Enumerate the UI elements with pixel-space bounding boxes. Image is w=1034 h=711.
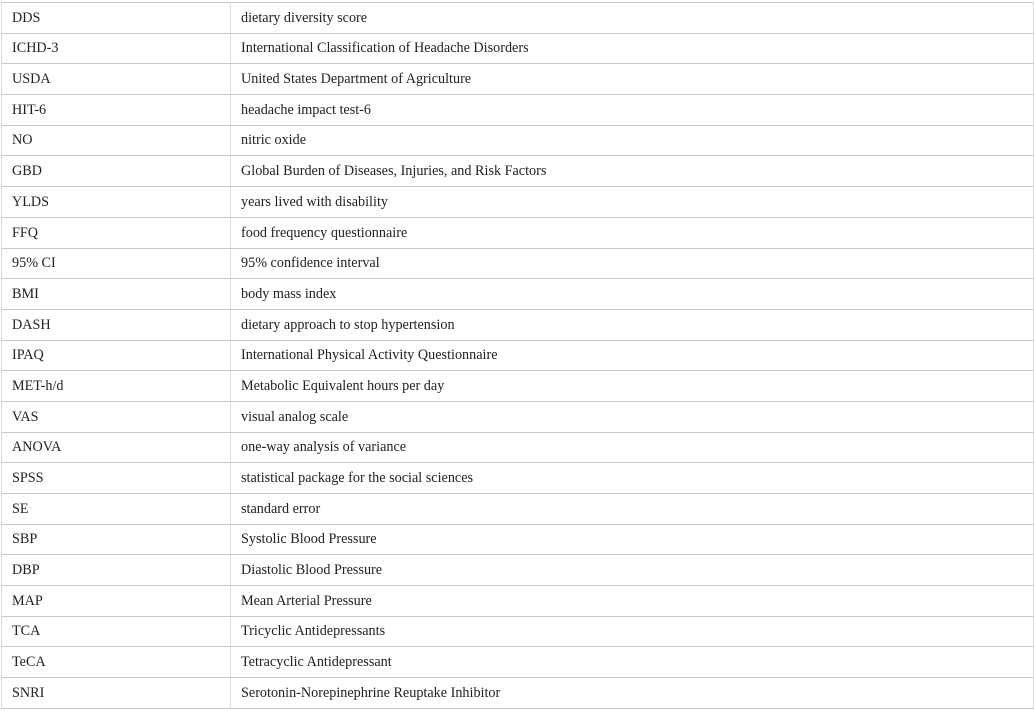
abbreviations-table [1,2,1034,709]
abbreviation-cell: DBP [2,555,231,586]
table-row [2,678,1034,709]
table-row [2,647,1034,678]
abbreviation-cell: SPSS [2,463,231,494]
table-row [2,33,1034,64]
table-row [2,95,1034,126]
definition-cell: Mean Arterial Pressure [231,586,1034,617]
definition-cell: body mass index [231,279,1034,310]
definition-cell: Metabolic Equivalent hours per day [231,371,1034,402]
abbreviation-cell: 95% CI [2,248,231,279]
table-row [2,248,1034,279]
definition-cell: International Physical Activity Questionnaire [231,340,1034,371]
abbreviation-cell: DDS [2,3,231,34]
table-row [2,309,1034,340]
abbreviation-cell: DASH [2,309,231,340]
definition-cell: 95% confidence interval [231,248,1034,279]
abbreviation-cell: NO [2,125,231,156]
table-row [2,616,1034,647]
table-row [2,279,1034,310]
definition-cell: visual analog scale [231,401,1034,432]
abbreviation-cell: GBD [2,156,231,187]
abbreviations-table-body [2,3,1034,709]
table-row [2,187,1034,218]
definition-cell: United States Department of Agriculture [231,64,1034,95]
definition-cell: one-way analysis of variance [231,432,1034,463]
abbreviation-cell: TCA [2,616,231,647]
abbreviation-cell: SNRI [2,678,231,709]
abbreviation-cell: MET-h/d [2,371,231,402]
table-row [2,401,1034,432]
abbreviation-cell: SBP [2,524,231,555]
table-row [2,340,1034,371]
abbreviation-cell: BMI [2,279,231,310]
definition-cell: Tetracyclic Antidepressant [231,647,1034,678]
definition-cell: Diastolic Blood Pressure [231,555,1034,586]
definition-cell: Global Burden of Diseases, Injuries, and Risk Factors [231,156,1034,187]
abbreviation-cell: VAS [2,401,231,432]
table-row [2,524,1034,555]
abbreviation-cell: ICHD-3 [2,33,231,64]
definition-cell: standard error [231,494,1034,525]
definition-cell: nitric oxide [231,125,1034,156]
table-row [2,156,1034,187]
definition-cell: headache impact test-6 [231,95,1034,126]
definition-cell: Tricyclic Antidepressants [231,616,1034,647]
table-row [2,3,1034,34]
abbreviation-cell: YLDS [2,187,231,218]
definition-cell: dietary diversity score [231,3,1034,34]
abbreviation-cell: USDA [2,64,231,95]
table-row [2,371,1034,402]
definition-cell: International Classification of Headache Disorders [231,33,1034,64]
table-row [2,217,1034,248]
definition-cell: statistical package for the social sciences [231,463,1034,494]
table-row [2,586,1034,617]
abbreviation-cell: FFQ [2,217,231,248]
table-row [2,494,1034,525]
abbreviation-cell: IPAQ [2,340,231,371]
definition-cell: dietary approach to stop hypertension [231,309,1034,340]
abbreviation-cell: SE [2,494,231,525]
table-row [2,64,1034,95]
table-row [2,463,1034,494]
abbreviation-cell: MAP [2,586,231,617]
abbreviation-cell: TeCA [2,647,231,678]
definition-cell: food frequency questionnaire [231,217,1034,248]
abbreviation-cell: ANOVA [2,432,231,463]
abbreviation-cell: HIT-6 [2,95,231,126]
table-row [2,125,1034,156]
definition-cell: Systolic Blood Pressure [231,524,1034,555]
definition-cell: years lived with disability [231,187,1034,218]
table-row [2,555,1034,586]
table-row [2,432,1034,463]
definition-cell: Serotonin-Norepinephrine Reuptake Inhibitor [231,678,1034,709]
